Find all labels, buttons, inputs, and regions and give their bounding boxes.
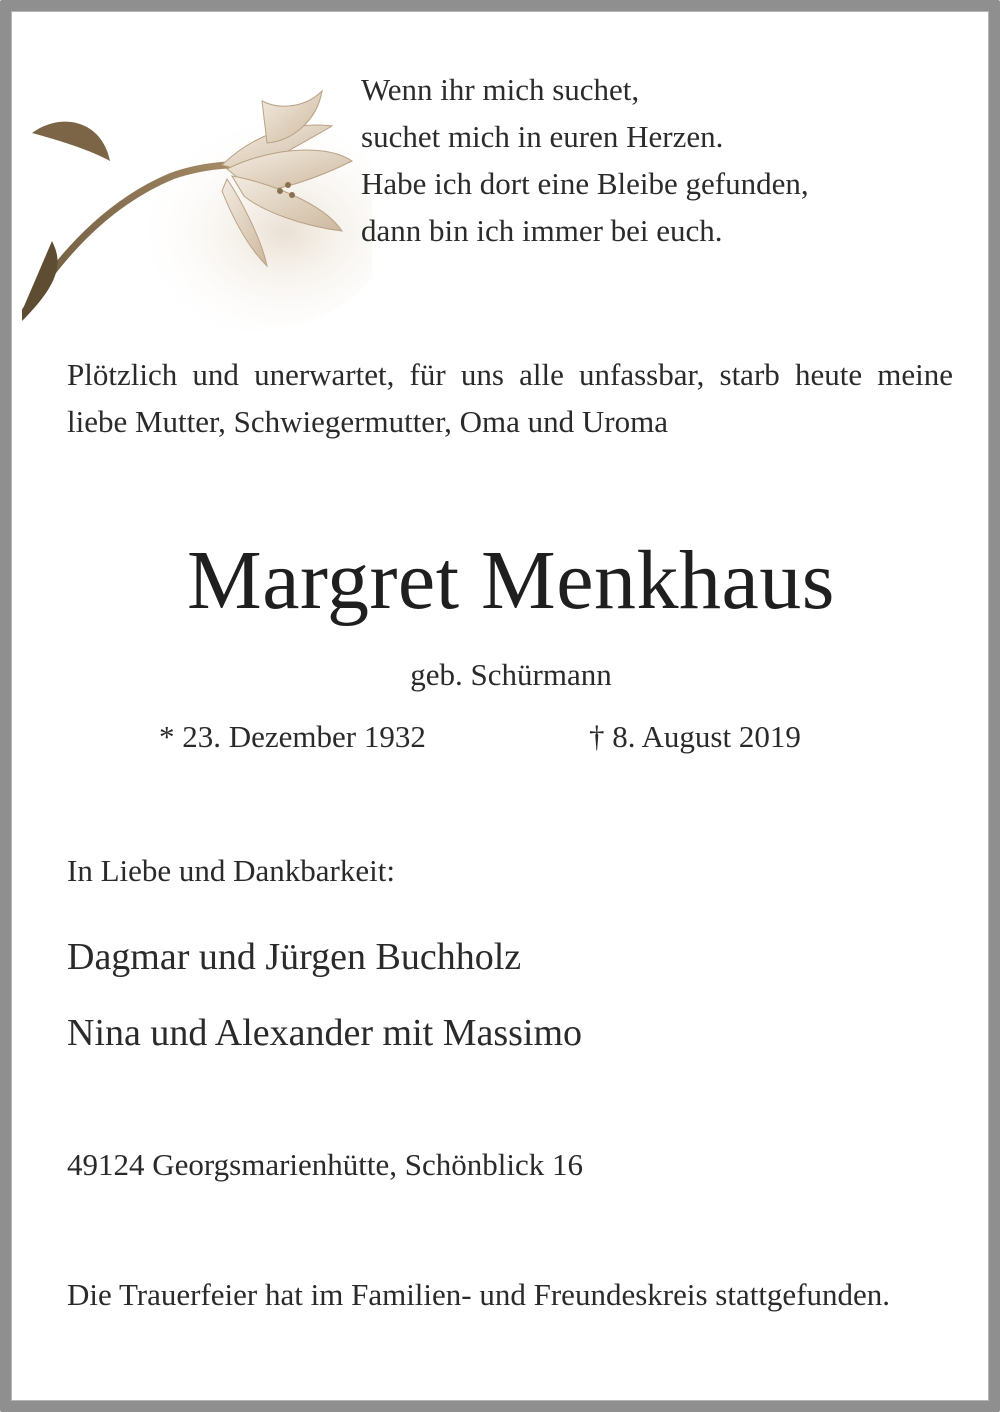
birth-date: * 23. Dezember 1932	[159, 719, 426, 754]
poem-line: dann bin ich immer bei euch.	[361, 213, 723, 248]
ceremony-note: Die Trauerfeier hat im Familien- und Freundeskreis stattgefunden.	[67, 1277, 891, 1312]
deceased-name: Margret Menkhaus	[187, 534, 835, 627]
poem-line: suchet mich in euren Herzen.	[361, 119, 724, 154]
mourners-list	[67, 919, 582, 1071]
poem	[361, 66, 809, 254]
lily-flower-icon	[22, 81, 372, 341]
maiden-name: geb. Schürmann	[410, 657, 612, 692]
mourner-line: Nina und Alexander mit Massimo	[67, 1012, 583, 1054]
death-date: † 8. August 2019	[589, 719, 801, 754]
address: 49124 Georgsmarienhütte, Schönblick 16	[67, 1147, 584, 1182]
intro-text: Plötzlich und unerwartet, für uns alle unfassbar, starb heute meine liebe Mutter, Schwiegermutter, Oma und Uroma	[67, 357, 953, 439]
mourner-line: Dagmar und Jürgen Buchholz	[67, 936, 522, 978]
dedication: In Liebe und Dankbarkeit:	[67, 853, 395, 888]
poem-line: Habe ich dort eine Bleibe gefunden,	[361, 166, 809, 201]
poem-line: Wenn ihr mich suchet,	[361, 72, 640, 107]
